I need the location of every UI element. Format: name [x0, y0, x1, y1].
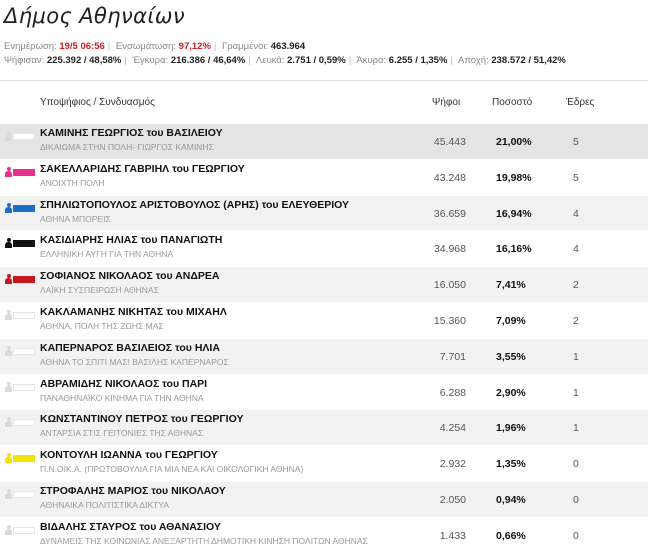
votes-cell: 6.288 — [439, 386, 466, 399]
table-row[interactable] — [0, 409, 648, 445]
table-row[interactable] — [0, 374, 648, 410]
party-name: ΑΘΗΝΑΙΚΑ ΠΟΛΙΤΙΣΤΙΚΑ ΔΙΚΤΥΑ — [40, 499, 170, 510]
candidate-cell — [40, 163, 245, 188]
table-body — [0, 123, 648, 552]
candidate-name: ΚΩΝΣΤΑΝΤΙΝΟΥ ΠΕΤΡΟΣ του ΓΕΩΡΓΙΟΥ — [40, 413, 244, 426]
candidate-name: ΑΒΡΑΜΙΔΗΣ ΝΙΚΟΛΑΟΣ του ΠΑΡΙ — [40, 377, 208, 390]
seats-cell: 5 — [573, 136, 579, 148]
votes-cell: 2.932 — [439, 458, 466, 471]
votes-cell: 36.659 — [433, 207, 466, 220]
table-row[interactable] — [0, 302, 648, 338]
candidate-color-icon — [5, 453, 37, 463]
table-row[interactable] — [0, 338, 648, 374]
blank-label: Λευκά: — [255, 55, 285, 66]
party-name: ΑΘΗΝΑ ΜΠΟΡΕΙΣ — [40, 213, 111, 224]
registered-value: 463.964 — [270, 41, 306, 52]
percent-cell: 2,90% — [496, 386, 526, 399]
votes-cell: 16.050 — [433, 279, 466, 292]
percent-cell: 0,94% — [496, 493, 526, 506]
votes-cell: 43.248 — [433, 171, 466, 184]
percent-cell: 21,00% — [496, 136, 532, 148]
candidate-color-icon — [5, 382, 37, 392]
person-icon — [5, 382, 12, 392]
candidate-name: ΣΟΦΙΑΝΟΣ ΝΙΚΟΛΑΟΣ του ΑΝΔΡΕΑ — [40, 270, 220, 283]
blank-value: 2.751 / 0,59% — [287, 55, 346, 66]
seats-cell: 0 — [573, 493, 579, 506]
stats-line-2: Ψήφισαν: 225.392 / 48,58% | Έγκυρα: 216.386 / 46,64% | Λευκά: 2.751 / 0,59% | Άκυρα: 6.255 / 1,35% | Αποχή: 238.572 / 51,42% — [4, 55, 566, 66]
valid-label: Έγκυρα: — [132, 55, 169, 66]
candidate-name: ΣΤΡΟΦΑΛΗΣ ΜΑΡΙΟΣ του ΝΙΚΟΛΑΟΥ — [40, 484, 226, 497]
seats-cell: 1 — [573, 350, 579, 363]
person-icon — [5, 525, 12, 535]
header-seats: Έδρες — [566, 96, 595, 108]
party-color-swatch — [13, 455, 35, 462]
seats-cell: 0 — [573, 529, 579, 542]
candidate-cell — [40, 413, 243, 438]
percent-cell: 1,96% — [496, 422, 526, 435]
votes-cell: 4.254 — [439, 422, 466, 435]
seats-cell: 1 — [573, 422, 579, 435]
candidate-color-icon — [5, 203, 37, 213]
page-title: Δήμος Αθηναίων — [4, 4, 186, 28]
party-name: ΠΑΝΑΘΗΝΑΪΚΟ ΚΙΝΗΜΑ ΓΙΑ ΤΗΝ ΑΘΗΝΑ — [40, 392, 204, 403]
candidate-cell — [40, 342, 229, 367]
registered-label: Γραμμένοι: — [222, 41, 269, 52]
person-icon — [5, 453, 12, 463]
party-name: ΑΘΗΝΑ ΤΟ ΣΠΙΤΙ ΜΑΣ! ΒΑΣΙΛΗΣ ΚΑΠΕΡΝΑΡΟΣ — [40, 356, 229, 367]
candidate-color-icon — [5, 489, 37, 499]
header-candidate: Υποψήφιος / Συνδυασμός — [40, 96, 155, 108]
party-color-swatch — [13, 527, 35, 534]
percent-cell: 1,35% — [496, 458, 526, 471]
person-icon — [5, 489, 12, 499]
party-name: ΑΘΗΝΑ, ΠΟΛΗ ΤΗΣ ΖΩΗΣ ΜΑΣ — [40, 320, 164, 331]
candidate-cell — [40, 306, 227, 331]
candidate-name: ΚΟΝΤΟΥΛΗ ΙΩΑΝΝΑ του ΓΕΩΡΓΙΟΥ — [40, 449, 218, 462]
party-color-swatch — [13, 491, 35, 498]
candidate-cell — [40, 234, 222, 259]
valid-value: 216.386 / 46,64% — [170, 55, 246, 66]
results-table — [0, 80, 648, 552]
seats-cell: 1 — [573, 386, 579, 399]
person-icon — [5, 238, 12, 248]
candidate-cell — [40, 378, 207, 403]
candidate-cell — [40, 449, 303, 474]
table-row[interactable] — [0, 445, 648, 481]
candidate-cell — [40, 521, 368, 546]
party-name: ΛΑΪΚΗ ΣΥΣΠΕΙΡΩΣΗ ΑΘΗΝΑΣ — [40, 285, 159, 296]
candidate-name: ΣΑΚΕΛΛΑΡΙΔΗΣ ΓΑΒΡΙΗΛ του ΓΕΩΡΓΙΟΥ — [40, 162, 245, 175]
invalid-value: 6.255 / 1,35% — [388, 55, 448, 66]
party-color-swatch — [13, 312, 35, 319]
abstention-value: 238.572 / 51,42% — [491, 55, 566, 66]
party-name: ΔΥΝΑΜΕΙΣ ΤΗΣ ΚΟΙΝΩΝΙΑΣ ΑΝΕΞΑΡΤΗΤΗ ΔΗΜΟΤΙΚΗ ΚΙΝΗΣΗ ΠΟΛΙΤΩΝ ΑΘΗΝΑΣ — [40, 535, 368, 546]
header-percent: Ποσοστό — [492, 96, 533, 108]
votes-cell: 1.433 — [439, 529, 466, 542]
candidate-color-icon — [5, 525, 37, 535]
updated-value: 19/5 06:56 — [59, 41, 105, 52]
person-icon — [5, 131, 12, 141]
person-icon — [5, 203, 12, 213]
votes-cell: 34.968 — [433, 243, 466, 256]
voted-value: 225.392 / 48,58% — [46, 55, 122, 66]
table-row[interactable] — [0, 266, 648, 302]
candidate-color-icon — [5, 310, 37, 320]
table-header — [0, 81, 648, 123]
integration-value: 97,12% — [178, 41, 211, 52]
seats-cell: 4 — [573, 243, 579, 256]
candidate-color-icon — [5, 167, 37, 177]
votes-cell: 15.360 — [433, 314, 466, 327]
seats-cell: 2 — [573, 314, 579, 327]
invalid-label: Άκυρα: — [356, 55, 387, 66]
votes-cell: 2.050 — [439, 493, 466, 506]
party-color-swatch — [13, 205, 35, 212]
person-icon — [5, 346, 12, 356]
person-icon — [5, 167, 12, 177]
party-color-swatch — [13, 419, 35, 426]
updated-label: Ενημέρωση: — [4, 41, 57, 52]
percent-cell: 0,66% — [496, 529, 526, 542]
candidate-color-icon — [5, 238, 37, 248]
percent-cell: 16,16% — [496, 243, 532, 256]
table-row[interactable] — [0, 159, 648, 195]
party-color-swatch — [13, 169, 35, 176]
candidate-name: ΚΑΚΛΑΜΑΝΗΣ ΝΙΚΗΤΑΣ του ΜΙΧΑΗΛ — [40, 305, 227, 318]
table-row[interactable] — [0, 123, 648, 159]
percent-cell: 3,55% — [496, 350, 526, 363]
votes-cell: 45.443 — [433, 136, 466, 148]
party-color-swatch — [13, 384, 35, 391]
seats-cell: 2 — [573, 279, 579, 292]
candidate-color-icon — [5, 346, 37, 356]
percent-cell: 7,41% — [496, 279, 526, 292]
candidate-color-icon — [5, 274, 37, 284]
percent-cell: 7,09% — [496, 314, 526, 327]
abstention-label: Αποχή: — [458, 55, 489, 66]
table-row[interactable] — [0, 230, 648, 266]
seats-cell: 5 — [573, 171, 579, 184]
table-row[interactable] — [0, 517, 648, 552]
party-name: ΔΙΚΑΙΩΜΑ ΣΤΗΝ ΠΟΛΗ- ΓΙΩΡΓΟΣ ΚΑΜΙΝΗΣ — [40, 142, 214, 152]
party-name: ΑΝΟΙΧΤΗ ΠΟΛΗ — [40, 177, 105, 188]
candidate-name: ΚΑΣΙΔΙΑΡΗΣ ΗΛΙΑΣ του ΠΑΝΑΓΙΩΤΗ — [40, 234, 223, 247]
stats-line-1: Ενημέρωση: 19/5 06:56 | Ενσωμάτωση: 97,12% | Γραμμένοι: 463.964 — [4, 41, 306, 52]
candidate-name: ΣΠΗΛΙΩΤΟΠΟΥΛΟΣ ΑΡΙΣΤΟΒΟΥΛΟΣ (ΑΡΗΣ) του ΕΛΕΥΘΕΡΙΟΥ — [40, 198, 350, 211]
seats-cell: 4 — [573, 207, 579, 220]
candidate-name: ΚΑΜΙΝΗΣ ΓΕΩΡΓΙΟΣ του ΒΑΣΙΛΕΙΟΥ — [40, 127, 223, 139]
votes-cell: 7.701 — [439, 350, 466, 363]
party-color-swatch — [13, 133, 35, 140]
header-votes: Ψήφοι — [432, 96, 461, 108]
party-name: Π.Ν.ΟΙΚ.Α. (ΠΡΩΤΟΒΟΥΛΙΑ ΓΙΑ ΜΙΑ ΝΕΑ ΚΑΙ ΟΙΚΟΛΟΓΙΚΗ ΑΘΗΝΑ) — [40, 464, 304, 475]
party-color-swatch — [13, 276, 35, 283]
person-icon — [5, 417, 12, 427]
party-name: ΕΛΛΗΝΙΚΗ ΑΥΓΗ ΓΙΑ ΤΗΝ ΑΘΗΝΑ — [40, 249, 174, 260]
party-color-swatch — [13, 348, 35, 355]
voted-label: Ψήφισαν: — [4, 55, 45, 66]
person-icon — [5, 310, 12, 320]
person-icon — [5, 274, 12, 284]
seats-cell: 0 — [573, 458, 579, 471]
table-row[interactable] — [0, 195, 648, 231]
candidate-cell — [40, 199, 349, 224]
table-row[interactable] — [0, 481, 648, 517]
percent-cell: 16,94% — [496, 207, 532, 220]
party-name: ΑΝΤΑΡΣΙΑ ΣΤΙΣ ΓΕΙΤΟΝΙΕΣ ΤΗΣ ΑΘΗΝΑΣ — [40, 428, 204, 439]
candidate-cell — [40, 127, 223, 152]
candidate-cell — [40, 270, 219, 295]
integration-label: Ενσωμάτωση: — [115, 41, 177, 52]
party-color-swatch — [13, 240, 35, 247]
candidate-cell — [40, 485, 226, 510]
candidate-color-icon — [5, 131, 37, 141]
candidate-color-icon — [5, 417, 37, 427]
percent-cell: 19,98% — [496, 171, 532, 184]
candidate-name: ΒΙΔΑΛΗΣ ΣΤΑΥΡΟΣ του ΑΘΑΝΑΣΙΟΥ — [40, 520, 221, 533]
candidate-name: ΚΑΠΕΡΝΑΡΟΣ ΒΑΣΙΛΕΙΟΣ του ΗΛΙΑ — [40, 341, 220, 354]
